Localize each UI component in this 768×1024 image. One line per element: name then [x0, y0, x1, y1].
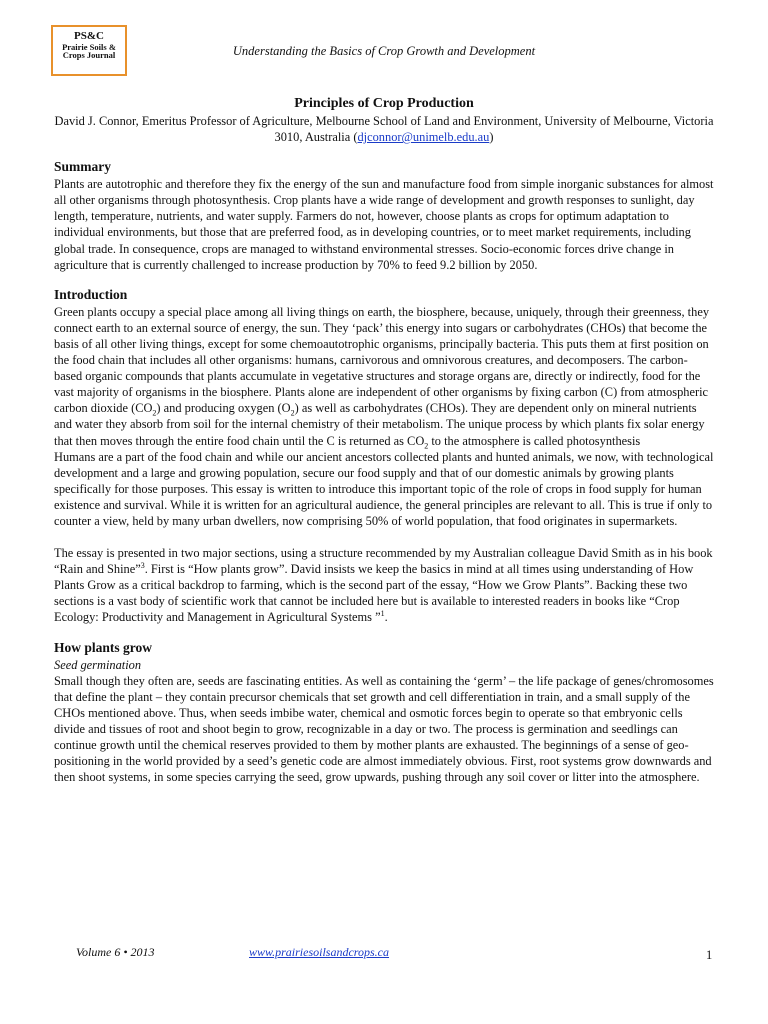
article-title: Principles of Crop Production	[294, 96, 474, 111]
footer-volume: Volume 6 • 2013	[76, 945, 155, 959]
seed-germination-paragraph: Small though they often are, seeds are fascinating entities. As well as containing the ‘germ’ – the life package of genes/chromosomes that define the plant – they contain precursor chemicals that set growth and cell differentiation in train, and a small supply of the CHOs mentioned above. Thus, when seeds imbibe water, chemical and osmotic forces begin to operate so that embryonic cells divide and tissues of root and shoot begin to grow, recognizable in a day or two. The process is germination and seedlings can continue growth until the chemical reserves provided to them by mother plants are exhausted. The beginnings of a sense of geo-positioning in the world provided by a seed’s genetic code are almost immediately obvious. First, root systems grow downwards and then shoot systems, in some species carrying the seed, grow upwards, pushing through any soil cover or litter into the atmosphere.	[54, 673, 714, 785]
running-header: Understanding the Basics of Crop Growth and Development	[232, 44, 536, 58]
citation-superscript: 1	[380, 609, 385, 619]
intro-p3-text-c: .	[384, 610, 388, 625]
intro-paragraph-1	[54, 304, 714, 449]
article-body	[54, 95, 714, 785]
logo-line-2: Prairie Soils &	[62, 41, 116, 52]
seed-germination-subheading: Seed germination	[54, 657, 142, 672]
footer-website-link[interactable]: www.prairiesoilsandcrops.ca	[249, 945, 390, 959]
logo-line-1: PS&C	[74, 30, 104, 42]
intro-p1-text-a: Green plants occupy a special place among all living things on earth, the biosphere, because, uniquely, through their greenness, they connect earth to an external source of energy, the sun. They ‘pack’ this energy into sugars or carbohydrates (CHOs) that become the basis of all other living things, except for some chemoautotrophic organisms, principally bacteria. This puts them at first position on the food chain that includes all other organisms: humans, carnivorous and omnivorous creatures, and decomposers. The carbon-based organic compounds that plants accumulate in vegetative structures and storage organs are, directly or indirectly, food for the vast majority of organisms in the biosphere. Plants alone are independent of other organisms by fixing carbon (C) from atmospheric carbon dioxide (CO	[54, 304, 710, 416]
intro-p1-text-c: ) as well as carbohydrates (CHOs). They are dependent only on mineral nutrients and water they absorb from soil for the internal chemistry of their metabolism. The unique process by which plants fix solar energy that then moves through the entire food chain until the C is returned as CO	[54, 401, 705, 448]
author-email-link[interactable]: djconnor@unimelb.edu.au	[357, 130, 490, 145]
byline-close: )	[489, 130, 494, 145]
intro-paragraph-2: Humans are a part of the food chain and while our ancient ancestors collected plants and hunted animals, we now, with technological development and a large and growing population, secure our food supply and that of our domestic animals by growing plants specifically for those purposes. This essay is written to introduce this important topic of the role of crops in food supply for human existence and survival. While it is written for an agricultural audience, the general principles are relevant to all. This is true if only to counter a view, held by many urban dwellers, now comprising 50% of world population, that food originates in supermarkets.	[54, 449, 714, 528]
introduction-heading: Introduction	[54, 286, 128, 302]
subscript: 2	[152, 408, 157, 418]
summary-paragraph: Plants are autotrophic and therefore they fix the energy of the sun and manufacture food from simple inorganic substances for almost all other organisms through photosynthesis. Crop plants have a wide range of development and growth responses to sunlight, day length, temperature, nutrients, and water supply. Farmers do not, however, choose plants as crops for optimum adaptation to individual environments, but those that are preferred food, as in developing countries, or to meet market requirements, including global trade. In consequence, crops are managed to withstand environmental stresses. Socio-economic forces drive change in agriculture that is currently challenged to increase production by 70% to feed 9.2 billion by 2050.	[54, 177, 714, 272]
logo-line-3: Crops Journal	[62, 50, 116, 61]
intro-paragraph-3	[54, 545, 714, 625]
intro-p3-text-b: . First is “How plants grow”. David insists we keep the basics in mind at all times using understanding of How Plants Grow as a critical backdrop to farming, which is the second part of the essay, “How we Grow Plants”. Backing these two sections is a vast body of scientific work that cannot be included here but is available to interested readers in books like “Crop Ecology: Productivity and Management in Agricultural Systems ”	[54, 562, 694, 625]
intro-p1-text-d: to the atmosphere is called photosynthesis	[428, 433, 641, 448]
intro-p3-text-a: The essay is presented in two major sections, using a structure recommended by my Australian colleague David Smith as in his book “Rain and Shine”	[54, 546, 713, 577]
author-byline	[54, 113, 714, 145]
subscript: 2	[424, 440, 429, 450]
page-number: 1	[706, 948, 713, 962]
subscript: 2	[290, 408, 295, 418]
summary-heading: Summary	[54, 159, 111, 175]
intro-p1-text-b: ) and producing oxygen (O	[156, 401, 291, 416]
byline-text: David J. Connor, Emeritus Professor of Agriculture, Melbourne School of Land and Environment, University of Melbourne, Victoria 3010, Australia (	[54, 114, 714, 145]
how-plants-grow-heading: How plants grow	[54, 639, 153, 655]
citation-superscript: 3	[140, 561, 145, 571]
